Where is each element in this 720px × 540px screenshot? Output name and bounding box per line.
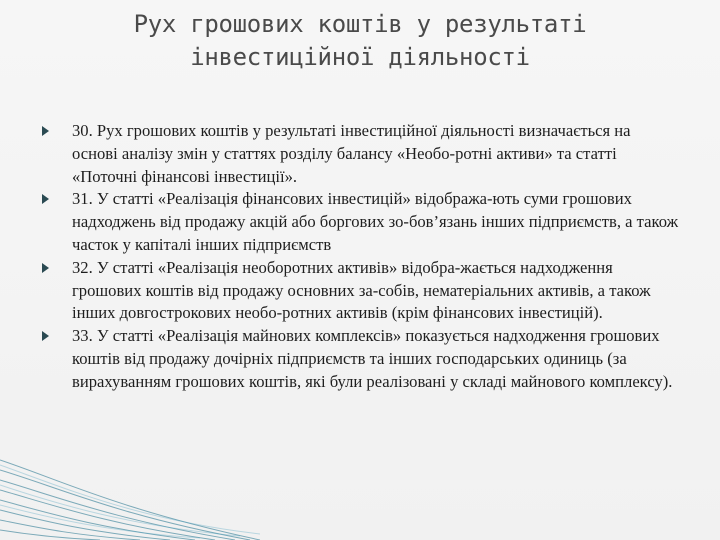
list-item bbox=[40, 325, 680, 393]
list-item bbox=[40, 257, 680, 325]
title-line-2: інвестиційної діяльності bbox=[190, 43, 530, 71]
list-item bbox=[40, 120, 680, 188]
triangle-bullet-icon bbox=[42, 194, 49, 204]
triangle-bullet-icon bbox=[42, 263, 49, 273]
list-item-text: 32. У статті «Реалізація необоротних активів» відобра-жається надходження грошових коштів від продажу основних за-собів, нематеріальних активів, а також інших довгострокових необо-ротних активів (крім фінансових інвестицій). bbox=[72, 257, 651, 323]
bullet-list bbox=[40, 120, 680, 394]
slide-title bbox=[60, 8, 660, 74]
triangle-bullet-icon bbox=[42, 331, 49, 341]
list-item-text: 30. Рух грошових коштів у результаті інвестиційної діяльності визначається на основі аналізу змін у статтях розділу балансу «Необо-ротні активи» та статті «Поточні фінансові інвестиції». bbox=[72, 121, 631, 186]
list-item-text: 33. У статті «Реалізація майнових комплексів» показується надходження грошових коштів від продажу дочірніх підприємств та інших господарських одиниць (за вирахуванням грошових коштів, які були реалізовані у складі майнового комплексу). bbox=[72, 326, 673, 391]
title-line-1: Рух грошових коштів у результаті bbox=[133, 10, 587, 38]
list-item-text: 31. У статті «Реалізація фінансових інвестицій» відобража-ють суми грошових надходжень від продажу акцій або боргових зо-бов’язань інших підприємств, а також часток у капіталі інших підприємств bbox=[72, 189, 679, 254]
triangle-bullet-icon bbox=[42, 126, 49, 136]
list-item bbox=[40, 188, 680, 256]
decorative-wave-lines bbox=[0, 430, 260, 540]
